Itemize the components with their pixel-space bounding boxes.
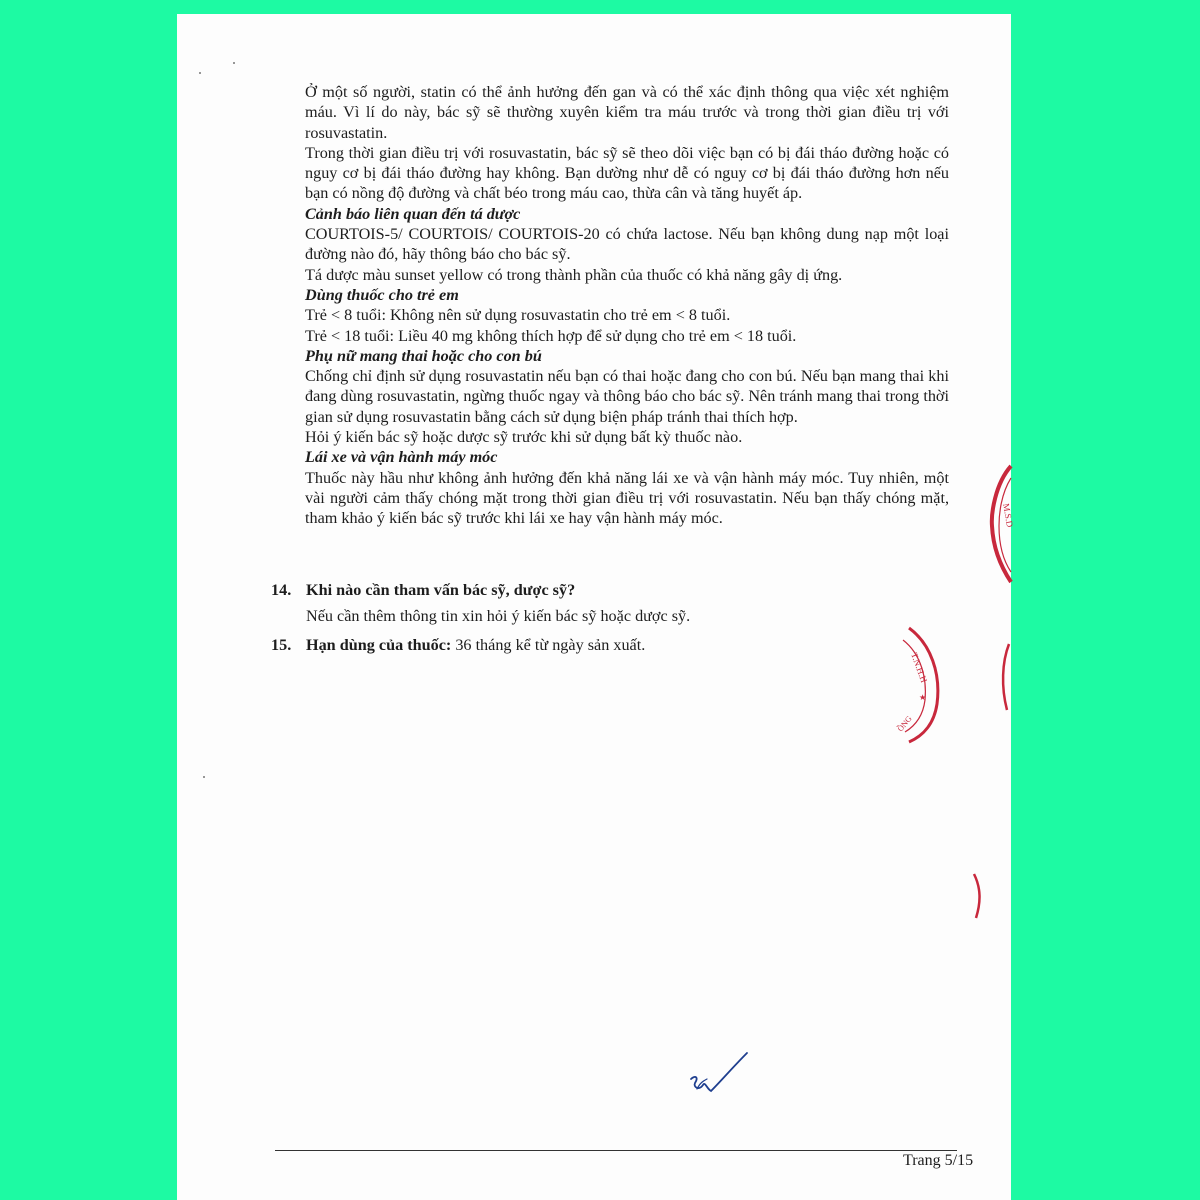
- stamp-right-icon: [987, 464, 1016, 584]
- section-15-title: Hạn dùng của thuốc:: [306, 636, 452, 654]
- scan-speck: [233, 62, 235, 64]
- svg-text:ỒNG: ỒNG: [895, 714, 914, 734]
- heading-driving: Lái xe và vận hành máy móc: [305, 448, 498, 467]
- paragraph-consult: Hỏi ý kiến bác sỹ hoặc dược sỹ trước khi sử dụng bất kỳ thuốc nào.: [305, 428, 743, 447]
- paragraph-liver: Ở một số người, statin có thể ảnh hưởng đến gan và có thể xác định thông qua việc xét nghiệm máu. Vì lí do này, bác sỹ sẽ thường xuyên kiểm tra máu trước và trong thời gian điều trị với rosuvastatin.: [305, 83, 949, 142]
- section-14-title: Khi nào cần tham vấn bác sỹ, dược sỹ?: [306, 581, 576, 599]
- paragraph-sunset-yellow: Tá dược màu sunset yellow có trong thành phần của thuốc có khả năng gây dị ứng.: [305, 265, 843, 284]
- stamp-center-icon: [897, 624, 947, 754]
- section-15-number: 15.: [271, 636, 292, 654]
- scan-speck: [199, 72, 201, 74]
- section-14: [271, 580, 931, 626]
- stamp-arc-mark-2-icon: [969, 872, 983, 922]
- paragraph-pregnancy: Chống chỉ định sử dụng rosuvastatin nếu bạn có thai hoặc đang cho con bú. Nếu bạn mang thai khi đang dùng rosuvastatin, ngừng thuốc ngay và thông báo cho bác sỹ. Nên tránh mang thai trong thời gian sử dụng rosuvastatin bằng cách sử dụng biện pháp tránh thai thích hợp.: [305, 367, 949, 426]
- section-15-body: 36 tháng kể từ ngày sản xuất.: [451, 636, 646, 654]
- paragraph-lactose: COURTOIS-5/ COURTOIS/ COURTOIS-20 có chứa lactose. Nếu bạn không dung nạp một loại đường nào đó, hãy thông báo cho bác sỹ.: [305, 225, 949, 264]
- paragraph-diabetes: Trong thời gian điều trị với rosuvastatin, bác sỹ sẽ theo dõi việc bạn có bị đái tháo đường hoặc có nguy cơ bị đái tháo đường hay không. Bạn dường như dễ có nguy cơ bị đái tháo đường hơn nếu bạn có nồng độ đường và chất béo trong máu cao, thừa cân và tăng huyết áp.: [305, 143, 949, 203]
- page-number: Trang 5/15: [903, 1152, 974, 1169]
- heading-excipient: Cảnh báo liên quan đến tá dược: [305, 204, 521, 223]
- footer-divider: [275, 1150, 957, 1151]
- paragraph-children-8: Trẻ < 8 tuổi: Không nên sử dụng rosuvastatin cho trẻ em < 8 tuổi.: [305, 306, 731, 325]
- stamp-arc-mark-icon: [999, 642, 1011, 712]
- stamp-star: ★: [919, 693, 927, 702]
- svg-text:T.N.H.H: T.N.H.H: [909, 651, 930, 684]
- paragraph-children-18: Trẻ < 18 tuổi: Liều 40 mg không thích hợp để sử dụng cho trẻ em < 18 tuổi.: [305, 326, 797, 345]
- section-15: [271, 635, 931, 655]
- heading-children: Dùng thuốc cho trẻ em: [305, 285, 459, 304]
- document-page: [177, 14, 1016, 1200]
- scan-speck: [203, 776, 205, 778]
- heading-pregnancy: Phụ nữ mang thai hoặc cho con bú: [305, 346, 542, 365]
- section-14-body: Nếu cần thêm thông tin xin hỏi ý kiến bác sỹ hoặc dược sỹ.: [306, 607, 691, 625]
- signature-icon: [683, 1049, 753, 1099]
- svg-text:M.S.D: M.S.D: [1001, 502, 1016, 528]
- page-content: [305, 82, 949, 529]
- section-14-number: 14.: [271, 581, 292, 599]
- paragraph-driving: Thuốc này hầu như không ảnh hưởng đến khả năng lái xe và vận hành máy móc. Tuy nhiên, một vài người cảm thấy chóng mặt trong thời gian điều trị với rosuvastatin. Nếu bạn thấy chóng mặt, tham khảo ý kiến bác sỹ trước khi lái xe hay vận hành máy móc.: [305, 468, 949, 528]
